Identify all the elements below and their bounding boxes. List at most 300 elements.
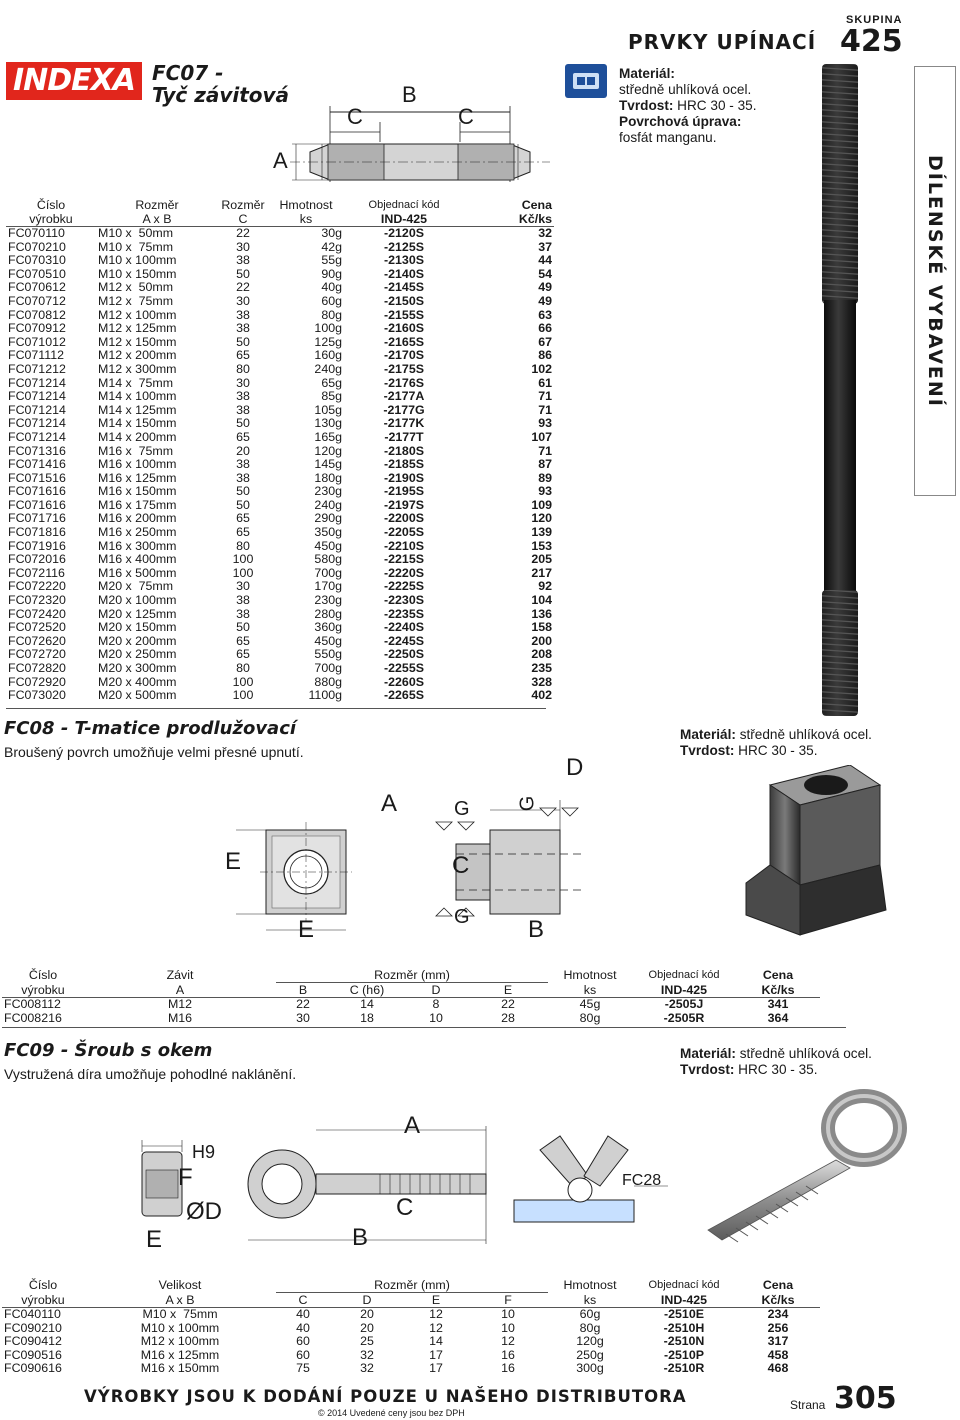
table-row: [6, 241, 554, 255]
table-cell-c: 65: [236, 525, 250, 540]
fc08-hdr-e: E: [503, 983, 513, 997]
fc08-hdr-order-2: IND-425: [660, 982, 708, 997]
fc08-dim-e2: E: [298, 916, 315, 943]
fc08-dim-g3: G: [516, 795, 539, 812]
table-cell-price: 136: [531, 606, 552, 621]
fc07-dim-c2: C: [458, 104, 474, 129]
table-cell-size: M16 x 175mm: [98, 497, 177, 512]
table-row: [2, 1322, 820, 1336]
table-cell-size: M10 x 100mm: [140, 1320, 220, 1335]
fc08-table-rule: [2, 1027, 846, 1028]
fc09-table: [2, 1278, 820, 1376]
table-cell-c: 65: [236, 511, 250, 526]
fc08-hdr-dims-title: Rozměr (mm): [276, 968, 548, 983]
table-cell-c: 30: [236, 579, 250, 594]
table-cell-c: 65: [236, 348, 250, 363]
table-cell-c: 100: [232, 552, 254, 567]
eye-bolt-photo: [686, 1082, 926, 1272]
fc08-table: [2, 968, 820, 1025]
table-cell-c: 38: [236, 593, 250, 608]
table-cell-c: 80: [236, 538, 250, 553]
table-cell-weight: 120g: [314, 443, 342, 458]
table-cell-c: 50: [236, 497, 250, 512]
table-cell-dim1: 75: [296, 1361, 310, 1376]
table-cell-code: FC071516: [8, 470, 66, 485]
table-cell-price: 93: [538, 416, 552, 431]
table-row: [6, 458, 554, 472]
table-cell-price: 63: [538, 307, 552, 322]
fc07-table-rule: [6, 708, 546, 709]
table-cell-price: 86: [538, 348, 552, 363]
fc09-material: středně uhlíková ocel.: [739, 1046, 872, 1061]
table-cell-code: FC070612: [8, 280, 66, 295]
fc07-material: středně uhlíková ocel.: [619, 82, 752, 97]
table-cell-c: 38: [236, 321, 250, 336]
table-cell-dim2: 18: [360, 1010, 374, 1025]
group-label: SKUPINA: [846, 14, 903, 26]
table-cell-weight: 230g: [314, 484, 342, 499]
table-cell-c: 80: [236, 361, 250, 376]
table-cell-weight: 80g: [579, 1010, 601, 1025]
table-cell-dim1: 22: [296, 997, 310, 1011]
table-cell-price: 468: [767, 1361, 789, 1376]
side-label: DÍLENSKÉ VYBAVENÍ: [924, 154, 946, 408]
page-number: 305: [834, 1381, 897, 1416]
table-cell-size: M20 x 300mm: [98, 661, 177, 675]
table-cell-price: 109: [531, 497, 552, 512]
table-cell-price: 153: [531, 538, 552, 553]
table-cell-order: -2255S: [384, 661, 424, 675]
fc07-material-label: Materiál:: [619, 66, 675, 81]
table-row: [6, 499, 554, 513]
table-cell-c: 38: [236, 389, 250, 404]
table-cell-code: FC072420: [8, 606, 66, 621]
table-cell-price: 92: [538, 579, 552, 594]
table-cell-dim2: 20: [360, 1320, 374, 1335]
table-cell-weight: 80g: [579, 1320, 601, 1335]
table-cell-dim3: 17: [429, 1361, 443, 1376]
table-cell-price: 217: [531, 565, 552, 580]
hdr-size-1: Rozměr: [135, 198, 179, 212]
table-cell-code: FC072016: [8, 552, 66, 567]
table-cell-dim1: 40: [296, 1320, 310, 1335]
table-cell-size: M20 x 100mm: [98, 593, 177, 608]
table-cell-dim3: 8: [432, 997, 440, 1011]
fc07-surface: fosfát manganu.: [619, 130, 717, 145]
table-row: [6, 390, 554, 404]
table-row: [6, 445, 554, 459]
table-cell-code: FC070712: [8, 293, 66, 308]
table-cell-size: M10 x 100mm: [98, 253, 177, 268]
table-row: [6, 621, 554, 635]
table-cell-code: FC072220: [8, 579, 66, 594]
table-cell-size: M14 x 75mm: [98, 375, 174, 390]
table-row: [6, 309, 554, 323]
threaded-rod-photo: [810, 60, 870, 720]
table-cell-code: FC008112: [4, 997, 61, 1011]
table-cell-code: FC071616: [8, 497, 66, 512]
table-row: [2, 1362, 820, 1376]
fc08-hardness-label: Tvrdost:: [680, 743, 735, 758]
table-cell-size: M12 x 200mm: [98, 348, 177, 363]
table-cell-dim4: 22: [501, 997, 515, 1011]
table-cell-size: M16 x 250mm: [98, 525, 177, 540]
table-cell-order: -2510P: [664, 1347, 704, 1362]
category-title: PRVKY UPÍNACÍ: [628, 30, 817, 54]
fc08-dim-c: C: [452, 852, 470, 879]
table-cell-order: -2200S: [384, 511, 424, 526]
table-row: [6, 349, 554, 363]
table-cell-size: M12: [167, 997, 193, 1011]
table-row: [2, 1335, 820, 1349]
table-cell-weight: 60g: [321, 293, 342, 308]
table-cell-weight: 80g: [321, 307, 342, 322]
table-cell-weight: 280g: [314, 606, 342, 621]
table-cell-weight: 290g: [314, 511, 342, 526]
fc08-hardness: HRC 30 - 35.: [738, 743, 818, 758]
table-row: [6, 553, 554, 567]
table-cell-code: FC072620: [8, 633, 66, 648]
table-row: [6, 580, 554, 594]
table-cell-order: -2230S: [384, 593, 424, 608]
table-cell-price: 32: [538, 226, 552, 240]
table-cell-size: M20 x 400mm: [98, 674, 177, 689]
fc08-hdr-price-2: Kč/ks: [761, 982, 795, 997]
fc09-hardness-label: Tvrdost:: [680, 1062, 735, 1077]
fc09-hdr-order-1: Objednací kód: [648, 1279, 720, 1292]
table-cell-weight: 250g: [576, 1347, 604, 1362]
table-cell-code: FC071416: [8, 457, 66, 472]
table-cell-dim4: 28: [501, 1010, 515, 1025]
fc09-hdr-c: C: [298, 1293, 308, 1307]
table-cell-size: M16 x 125mm: [140, 1347, 220, 1362]
table-cell-weight: 85g: [321, 389, 342, 404]
fc08-dim-b: B: [528, 916, 545, 943]
fc09-hdr-price-2: Kč/ks: [761, 1292, 795, 1307]
fc09-description: Vystružená díra umožňuje pohodlné naklánění.: [4, 1066, 297, 1082]
table-cell-size: M14 x 125mm: [98, 402, 177, 417]
fc08-table-body: [2, 998, 820, 1026]
fc09-table-body: [2, 1308, 820, 1376]
table-cell-order: -2220S: [384, 565, 424, 580]
table-cell-order: -2225S: [384, 579, 424, 594]
hdr-weight-2: ks: [299, 212, 313, 226]
table-cell-order: -2177G: [383, 402, 425, 417]
table-cell-order: -2195S: [384, 484, 424, 499]
table-cell-size: M14 x 200mm: [98, 429, 177, 444]
table-cell-weight: 550g: [314, 647, 342, 662]
fc09-hdr-size-1: Velikost: [158, 1278, 202, 1293]
table-row: [6, 689, 554, 703]
table-cell-size: M16 x 100mm: [98, 457, 177, 472]
table-cell-code: FC071214: [8, 416, 66, 431]
fc07-dim-c1: C: [347, 104, 363, 129]
table-cell-dim1: 40: [296, 1307, 310, 1321]
fc08-hdr-weight-1: Hmotnost: [563, 968, 617, 983]
table-row: [6, 377, 554, 391]
table-cell-size: M12 x 100mm: [140, 1334, 220, 1349]
table-cell-order: -2235S: [384, 606, 424, 621]
hdr-price-1: Cena: [521, 198, 552, 212]
table-row: [2, 1012, 820, 1026]
table-cell-price: 235: [531, 661, 552, 675]
table-cell-weight: 230g: [314, 593, 342, 608]
table-cell-weight: 45g: [579, 997, 601, 1011]
table-row: [6, 268, 554, 282]
table-cell-code: FC072920: [8, 674, 66, 689]
table-row: [6, 608, 554, 622]
table-cell-c: 100: [232, 565, 254, 580]
table-cell-dim3: 12: [429, 1320, 443, 1335]
table-cell-price: 328: [531, 674, 552, 689]
table-cell-c: 38: [236, 402, 250, 417]
table-cell-price: 37: [538, 239, 552, 254]
table-cell-weight: 580g: [314, 552, 342, 567]
table-cell-price: 256: [767, 1320, 789, 1335]
fc08-dim-e1: E: [225, 848, 242, 875]
fc07-subtitle: Tyč závitová: [152, 83, 290, 107]
table-cell-weight: 90g: [321, 266, 342, 281]
table-cell-price: 67: [538, 334, 552, 349]
table-cell-c: 38: [236, 606, 250, 621]
table-cell-dim4: 10: [501, 1307, 515, 1321]
hdr-c-2: C: [238, 212, 248, 226]
hdr-code-1: Číslo: [36, 198, 66, 212]
fc09-diagram: [120, 1090, 680, 1260]
table-cell-weight: 300g: [576, 1361, 604, 1376]
fc07-surface-label: Povrchová úprava:: [619, 114, 742, 129]
table-cell-order: -2510N: [663, 1334, 705, 1349]
table-cell-order: -2240S: [384, 620, 424, 635]
table-cell-size: M10 x 50mm: [98, 226, 174, 240]
table-cell-order: -2245S: [384, 633, 424, 648]
table-cell-dim3: 12: [429, 1307, 443, 1321]
table-cell-order: -2250S: [384, 647, 424, 662]
table-cell-weight: 30g: [321, 226, 342, 240]
fc07-table-body: [6, 227, 554, 703]
table-cell-size: M20 x 150mm: [98, 620, 177, 635]
table-cell-c: 100: [232, 674, 254, 689]
table-cell-order: -2260S: [384, 674, 424, 689]
table-cell-order: -2145S: [384, 280, 424, 295]
table-cell-dim2: 32: [360, 1347, 374, 1362]
table-cell-price: 341: [767, 997, 789, 1011]
table-cell-order: -2505R: [663, 1010, 705, 1025]
table-row: [6, 635, 554, 649]
indexa-logo: INDEXA: [6, 62, 142, 100]
table-row: [6, 431, 554, 445]
group-number: 425: [840, 24, 903, 59]
table-cell-size: M16 x 400mm: [98, 552, 177, 567]
table-cell-order: -2210S: [384, 538, 424, 553]
table-cell-weight: 360g: [314, 620, 342, 635]
table-cell-price: 139: [531, 525, 552, 540]
table-cell-weight: 130g: [314, 416, 342, 431]
side-label-box: [914, 66, 956, 496]
table-cell-c: 30: [236, 375, 250, 390]
table-cell-code: FC073020: [8, 688, 66, 703]
table-row: [6, 363, 554, 377]
table-row: [6, 404, 554, 418]
table-cell-weight: 350g: [314, 525, 342, 540]
fc07-dim-b: B: [402, 82, 417, 107]
table-cell-price: 71: [538, 389, 552, 404]
distributor-banner: VÝROBKY JSOU K DODÁNÍ POUZE U NAŠEHO DISTRIBUTORA: [84, 1387, 687, 1406]
table-cell-price: 107: [531, 429, 552, 444]
table-cell-size: M14 x 150mm: [98, 416, 177, 431]
table-cell-weight: 125g: [314, 334, 342, 349]
table-cell-weight: 165g: [314, 429, 342, 444]
table-cell-code: FC072820: [8, 661, 66, 675]
table-cell-order: -2155S: [384, 307, 424, 322]
table-cell-order: -2197S: [384, 497, 424, 512]
table-cell-order: -2177A: [383, 389, 425, 404]
t-nut-photo: [740, 765, 890, 945]
table-cell-size: M16 x 150mm: [140, 1361, 220, 1376]
table-cell-weight: 105g: [314, 402, 342, 417]
fc09-hdr-order-2: IND-425: [660, 1292, 708, 1307]
table-cell-weight: 160g: [314, 348, 342, 363]
table-cell-weight: 240g: [314, 497, 342, 512]
fc08-dim-g1: G: [454, 798, 470, 820]
table-cell-code: FC070912: [8, 321, 66, 336]
table-cell-c: 65: [236, 633, 250, 648]
table-cell-size: M12 x 125mm: [98, 321, 177, 336]
table-row: [2, 998, 820, 1012]
table-cell-c: 65: [236, 647, 250, 662]
table-cell-size: M16: [167, 1010, 193, 1025]
table-row: [6, 417, 554, 431]
table-cell-order: -2130S: [384, 253, 424, 268]
table-cell-c: 38: [236, 457, 250, 472]
table-cell-weight: 170g: [314, 579, 342, 594]
table-cell-weight: 40g: [321, 280, 342, 295]
table-cell-weight: 55g: [321, 253, 342, 268]
table-cell-code: FC071816: [8, 525, 66, 540]
table-cell-c: 80: [236, 661, 250, 675]
table-cell-order: -2510E: [664, 1307, 704, 1321]
fc08-dim-g2: G: [454, 906, 470, 928]
table-cell-weight: 450g: [314, 633, 342, 648]
table-cell-weight: 700g: [314, 661, 342, 675]
fc07-dim-a: A: [273, 148, 288, 173]
table-cell-order: -2505J: [664, 997, 704, 1011]
table-row: [6, 594, 554, 608]
table-cell-size: M16 x 500mm: [98, 565, 177, 580]
table-cell-order: -2510R: [663, 1361, 705, 1376]
table-cell-price: 71: [538, 443, 552, 458]
table-cell-code: FC072720: [8, 647, 66, 662]
table-cell-code: FC090516: [4, 1347, 62, 1362]
table-cell-order: -2150S: [384, 293, 424, 308]
table-cell-weight: 100g: [314, 321, 342, 336]
table-cell-weight: 700g: [314, 565, 342, 580]
fc09-hdr-f: F: [504, 1293, 512, 1307]
fc09-hdr-e: E: [431, 1293, 441, 1307]
table-cell-price: 66: [538, 321, 552, 336]
fc09-dim-f: F: [178, 1164, 193, 1191]
table-cell-order: -2120S: [384, 226, 424, 240]
copyright: © 2014 Uvedené ceny jsou bez DPH: [318, 1408, 465, 1418]
fc07-hardness: HRC 30 - 35.: [677, 98, 757, 113]
fc09-dim-h9: H9: [192, 1142, 216, 1162]
table-row: [6, 512, 554, 526]
table-cell-order: -2180S: [384, 443, 424, 458]
table-cell-code: FC071616: [8, 484, 66, 499]
table-cell-order: -2177K: [383, 416, 425, 431]
fc07-hardness-label: Tvrdost:: [619, 98, 674, 113]
fc08-hdr-b: B: [298, 983, 308, 997]
table-cell-price: 158: [531, 620, 552, 635]
table-row: [6, 336, 554, 350]
hdr-code-2: výrobku: [29, 212, 73, 226]
table-cell-c: 20: [236, 443, 250, 458]
table-cell-code: FC072116: [8, 565, 65, 580]
table-cell-dim4: 12: [501, 1334, 515, 1349]
hdr-order-2: IND-425: [380, 212, 428, 226]
table-cell-size: M10 x 150mm: [98, 266, 177, 281]
table-cell-size: M16 x 200mm: [98, 511, 177, 526]
hdr-weight-1: Hmotnost: [279, 198, 333, 212]
table-cell-size: M10 x 75mm: [142, 1307, 218, 1321]
fc09-dim-e: E: [146, 1226, 163, 1253]
table-cell-c: 100: [232, 688, 254, 703]
hdr-order-1: Objednací kód: [368, 199, 440, 211]
fc08-material-label: Materiál:: [680, 727, 736, 742]
table-cell-c: 38: [236, 470, 250, 485]
hdr-size-2: A x B: [142, 212, 172, 226]
table-cell-weight: 450g: [314, 538, 342, 553]
table-cell-price: 205: [531, 552, 552, 567]
table-row: [6, 648, 554, 662]
table-row: [6, 526, 554, 540]
table-row: [6, 662, 554, 676]
table-cell-c: 50: [236, 266, 250, 281]
table-cell-size: M20 x 75mm: [98, 579, 174, 594]
table-cell-order: -2125S: [384, 239, 424, 254]
table-cell-weight: 880g: [314, 674, 342, 689]
table-cell-code: FC070210: [8, 239, 66, 254]
table-cell-dim4: 16: [501, 1361, 515, 1376]
table-cell-order: -2185S: [384, 457, 424, 472]
table-cell-price: 89: [538, 470, 552, 485]
table-cell-dim4: 10: [501, 1320, 515, 1335]
table-cell-order: -2265S: [384, 688, 424, 703]
table-cell-weight: 42g: [321, 239, 342, 254]
table-cell-size: M16 x 150mm: [98, 484, 177, 499]
fc08-material: středně uhlíková ocel.: [739, 727, 872, 742]
table-cell-price: 93: [538, 484, 552, 499]
table-cell-size: M10 x 75mm: [98, 239, 174, 254]
table-cell-code: FC090210: [4, 1320, 62, 1335]
table-cell-code: FC070310: [8, 253, 66, 268]
fc09-hdr-weight-1: Hmotnost: [563, 1278, 617, 1293]
table-cell-weight: 65g: [321, 375, 342, 390]
table-cell-price: 44: [538, 253, 552, 268]
table-cell-code: FC008216: [4, 1010, 62, 1025]
table-cell-weight: 1100g: [308, 688, 342, 703]
table-cell-c: 50: [236, 334, 250, 349]
fc09-dim-od: ØD: [186, 1198, 222, 1225]
table-cell-size: M12 x 100mm: [98, 307, 177, 322]
table-cell-price: 208: [531, 647, 552, 662]
table-cell-price: 120: [531, 511, 552, 526]
fc09-hdr-code-1: Číslo: [28, 1278, 58, 1293]
table-cell-price: 104: [531, 593, 552, 608]
fc08-hdr-c: C (h6): [349, 983, 385, 997]
table-cell-dim2: 20: [360, 1307, 374, 1321]
table-cell-c: 50: [236, 620, 250, 635]
